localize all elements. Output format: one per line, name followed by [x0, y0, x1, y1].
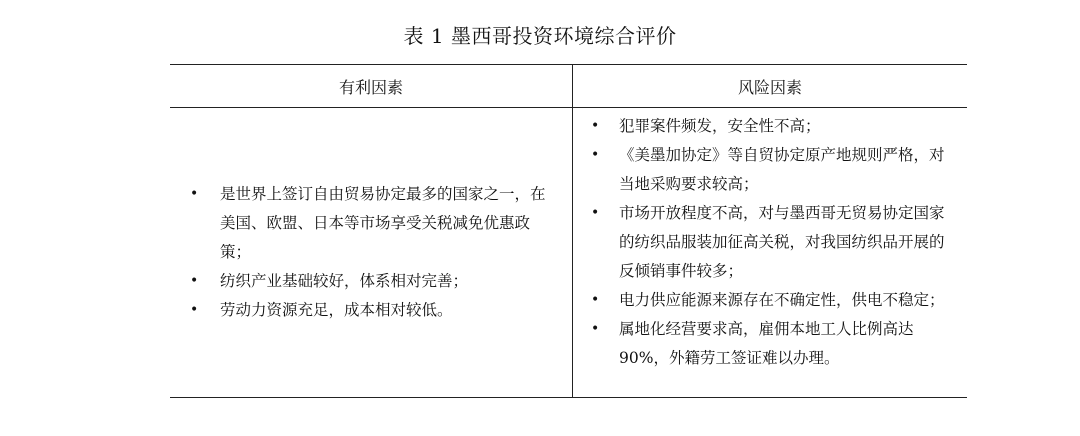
bullet-dot: •: [591, 321, 600, 337]
investment-environment-table: [170, 64, 967, 398]
bullet-dot: •: [591, 292, 600, 308]
risk-factor-text: 《美墨加协定》等自贸协定原产地规则严格，对当地采购要求较高；: [619, 146, 945, 193]
table-header-row: [170, 65, 967, 108]
list-item: [573, 286, 967, 315]
favorable-factor-text: 是世界上签订自由贸易协定最多的国家之一，在美国、欧盟、日本等市场享受关税减免优惠政策；: [220, 185, 546, 261]
risk-factor-text: 市场开放程度不高，对与墨西哥无贸易协定国家的纺织品服装加征高关税，对我国纺织品开展的反倾销事件较多；: [619, 204, 945, 280]
favorable-factors-cell: [170, 108, 573, 398]
bullet-dot: •: [190, 302, 199, 318]
list-item: [573, 141, 967, 199]
table-row: [170, 108, 967, 398]
bullet-dot: •: [591, 205, 600, 221]
list-item: [573, 199, 967, 286]
bullet-dot: •: [190, 273, 199, 289]
list-item: [573, 112, 967, 141]
risk-factors-cell: [573, 108, 968, 398]
risk-factor-text: 犯罪案件频发，安全性不高；: [619, 117, 821, 135]
favorable-factor-text: 劳动力资源充足，成本相对较低。: [220, 301, 453, 319]
list-item: [170, 180, 572, 267]
list-item: [170, 296, 572, 325]
favorable-factors-list: [170, 180, 572, 325]
bullet-dot: •: [591, 118, 600, 134]
table-caption: 表 1 墨西哥投资环境综合评价: [403, 24, 677, 48]
list-item: [170, 267, 572, 296]
bullet-dot: •: [591, 147, 600, 163]
bullet-dot: •: [190, 186, 199, 202]
risk-factor-text: 属地化经营要求高，雇佣本地工人比例高达 90%，外籍劳工签证难以办理。: [619, 320, 914, 367]
list-item: [573, 315, 967, 373]
risk-factor-text: 电力供应能源来源存在不确定性，供电不稳定；: [619, 291, 945, 309]
risk-factors-list: [573, 112, 967, 373]
header-risk-factors: 风险因素: [573, 65, 968, 108]
header-favorable-factors: 有利因素: [170, 65, 573, 108]
favorable-factor-text: 纺织产业基础较好，体系相对完善；: [220, 272, 469, 290]
